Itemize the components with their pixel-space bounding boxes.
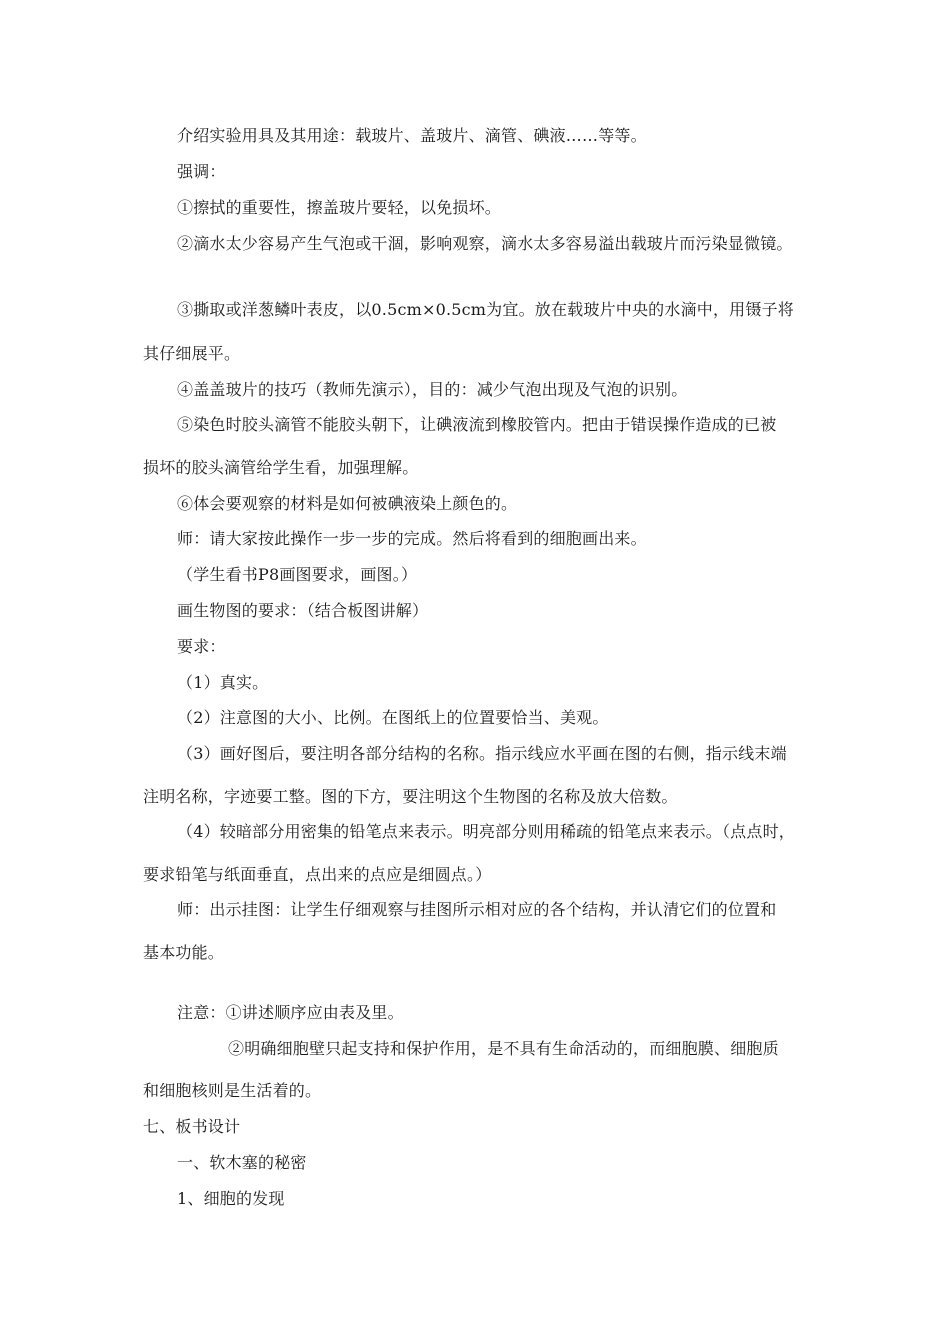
text-line: ②明确细胞壁只起支持和保护作用，是不具有生命活动的，而细胞膜、细胞质 [228,1039,779,1058]
text-line: 基本功能。 [143,943,225,962]
text-line: ②滴水太少容易产生气泡或干涸，影响观察，滴水太多容易溢出载玻片而污染显微镜。 [177,234,793,253]
subsection-heading: 一、软木塞的秘密 [177,1153,307,1172]
text-line: （3）画好图后，要注明各部分结构的名称。指示线应水平画在图的右侧，指示线末端 [177,744,787,763]
text-line: 注明名称，字迹要工整。图的下方，要注明这个生物图的名称及放大倍数。 [143,787,678,806]
text-line: （2）注意图的大小、比例。在图纸上的位置要恰当、美观。 [177,708,609,727]
text-line: （4）较暗部分用密集的铅笔点来表示。明亮部分则用稀疏的铅笔点来表示。（点点时， [177,822,795,841]
text-line: 注意：①讲述顺序应由表及里。 [177,1003,404,1022]
section-heading: 七、板书设计 [143,1117,241,1136]
text-line: 强调： [177,162,226,181]
text-line: ⑥体会要观察的材料是如何被碘液染上颜色的。 [177,494,518,513]
text-line: 和细胞核则是生活着的。 [143,1081,322,1100]
text-line: 其仔细展平。 [143,344,241,363]
text-line: 师：出示挂图：让学生仔细观察与挂图所示相对应的各个结构，并认清它们的位置和 [177,900,777,919]
text-line: 师：请大家按此操作一步一步的完成。然后将看到的细胞画出来。 [177,529,647,548]
text-line: 要求铅笔与纸面垂直，点出来的点应是细圆点。） [143,865,492,884]
text-line: 画生物图的要求：（结合板图讲解） [177,601,429,620]
text-line: ③撕取或洋葱鳞叶表皮，以0.5cm×0.5cm为宜。放在载玻片中央的水滴中，用镊子将 [177,300,794,319]
text-line: 要求： [177,637,226,656]
subsection-heading: 1、细胞的发现 [177,1189,285,1208]
text-line: ④盖盖玻片的技巧（教师先演示），目的：减少气泡出现及气泡的识别。 [177,380,688,399]
text-line: 介绍实验用具及其用途：载玻片、盖玻片、滴管、碘液……等等。 [177,126,647,145]
text-line: ⑤染色时胶头滴管不能胶头朝下，让碘液流到橡胶管内。把由于错误操作造成的已被 [177,415,777,434]
text-line: （学生看书P8画图要求，画图。） [177,565,418,584]
text-line: （1）真实。 [177,673,269,692]
text-line: ①擦拭的重要性，擦盖玻片要轻，以免损坏。 [177,198,502,217]
text-line: 损坏的胶头滴管给学生看，加强理解。 [143,458,419,477]
